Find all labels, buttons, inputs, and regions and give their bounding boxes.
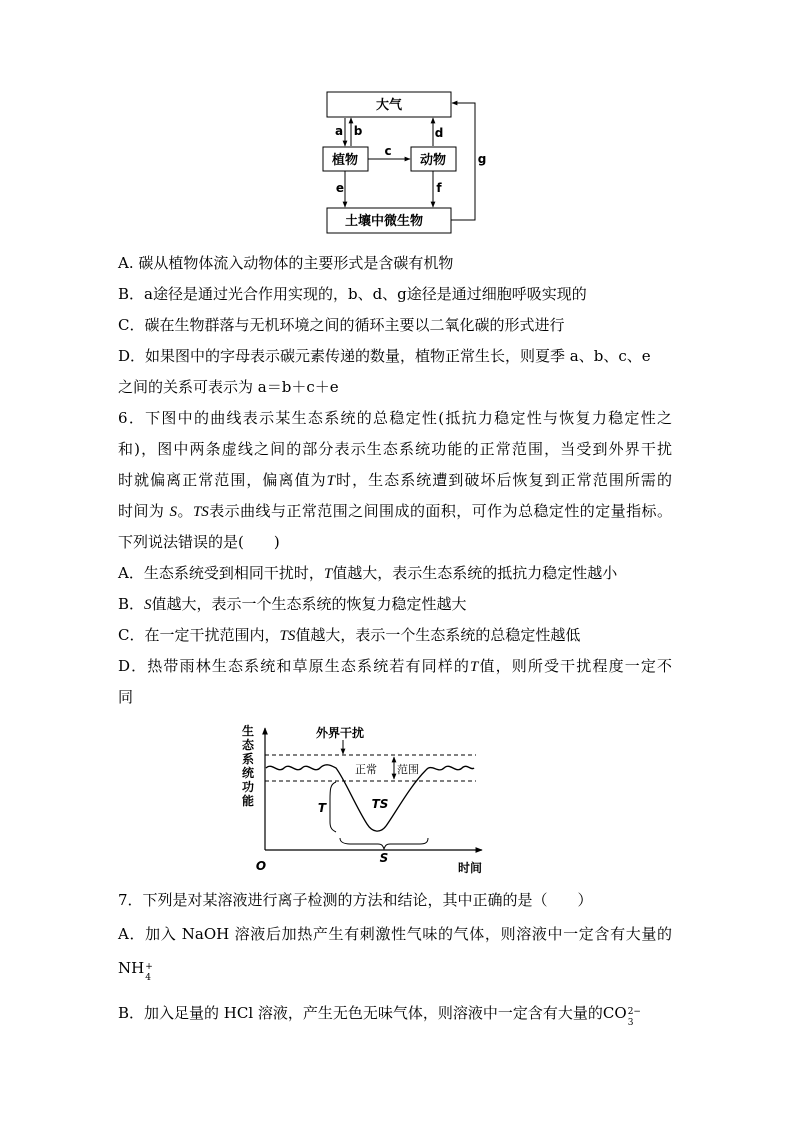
ts-label: TS <box>371 797 389 811</box>
arrow-g <box>451 103 475 220</box>
var-t: T <box>470 659 479 675</box>
soil-microbes-label: 土壤中微生物 <box>344 214 424 229</box>
q6-option-c <box>118 625 580 646</box>
q5-option-c: C．碳在生物群落与无机环境之间的循环主要以二氧化碳的形式进行 <box>118 316 565 334</box>
s-bracket <box>340 838 428 849</box>
q6-option-b-pre: B． <box>118 595 145 613</box>
plants-label: 植物 <box>331 153 359 168</box>
y-axis-label-2: 态 <box>241 738 255 752</box>
var-t: T <box>323 566 333 582</box>
range-label-left: 正常 <box>355 763 377 776</box>
origin-label: O <box>255 859 267 873</box>
ion-nh4-subscript: 4 <box>145 973 151 983</box>
q6-stem-text: 表示曲线与正常范围之间围成的面积，可作为总稳定性的定量指标。 <box>208 502 672 520</box>
q7-stem: 7．下列是对某溶液进行离子检测的方法和结论，其中正确的是（ ） <box>118 891 593 909</box>
q7-option-b-text: B．加入足量的 HCl 溶液，产生无色无味气体，则溶液中一定含有大量的 <box>118 1004 603 1022</box>
q6-stem-line-2: 和)，图中两条虚线之间的部分表示生态系统功能的正常范围，当受到外界干扰 <box>118 440 672 458</box>
q6-stem-text: 时就偏离正常范围，偏离值为 <box>118 471 327 489</box>
ion-co3-subscript: 3 <box>627 1018 634 1028</box>
arrow-label-a: a <box>334 124 344 138</box>
y-axis-label-1: 生 <box>241 724 255 738</box>
disturbance-label: 外界干扰 <box>315 726 365 740</box>
q6-option-a-post: 值越大，表示生态系统的抵抗力稳定性越小 <box>332 564 618 582</box>
arrow-label-g: g <box>477 152 487 166</box>
q6-option-b-post: 值越大，表示一个生态系统的恢复力稳定性越大 <box>151 595 467 613</box>
t-bracket <box>330 782 336 832</box>
q5-option-d: D．如果图中的字母表示碳元素传递的数量，植物正常生长，则夏季 a、b、c、e <box>118 347 651 365</box>
arrow-label-c: c <box>384 144 392 158</box>
y-axis-label-6: 能 <box>241 794 255 808</box>
var-ts: TS <box>279 628 296 644</box>
q7-option-a: A．加入 NaOH 溶液后加热产生有刺激性气味的气体，则溶液中一定含有大量的 <box>118 925 672 943</box>
t-label: T <box>317 801 327 815</box>
arrow-label-b: b <box>353 124 363 138</box>
q6-option-c-pre: C．在一定干扰范围内， <box>118 626 280 644</box>
q6-option-c-post: 值越大，表示一个生态系统的总稳定性越低 <box>295 626 581 644</box>
y-axis-label-5: 功 <box>241 780 255 794</box>
s-label: S <box>379 851 389 865</box>
var-t: T <box>326 473 335 489</box>
y-axis-label-4: 统 <box>241 766 255 780</box>
arrow-label-f: f <box>436 181 442 195</box>
y-axis-label-3: 系 <box>241 752 255 766</box>
q5-option-b: B．a途径是通过光合作用实现的，b、d、g途径是通过细胞呼吸实现的 <box>118 285 587 303</box>
range-label-right: 范围 <box>397 763 419 776</box>
q6-stem-line-4: 时间为 S。TS表示曲线与正常范围之间围成的面积，可作为总稳定性的定量指标。 <box>118 502 672 520</box>
q6-stem-line-3 <box>118 470 672 491</box>
var-s: S <box>144 597 152 613</box>
q6-stem-line-1: 6．下图中的曲线表示某生态系统的总稳定性(抵抗力稳定性与恢复力稳定性之 <box>118 409 672 427</box>
q6-option-d-post: 值，则所受干扰程度一定不 <box>478 657 672 675</box>
q5-option-d-continued: 之间的关系可表示为 a＝b＋c＋e <box>118 378 339 396</box>
var-s: S <box>169 504 178 520</box>
animals-label: 动物 <box>419 153 447 168</box>
q6-stem-line-5: 下列说法错误的是( ) <box>118 533 280 551</box>
q5-option-a: A. 碳从植物体流入动物体的主要形式是含碳有机物 <box>118 254 454 272</box>
arrow-label-e: e <box>335 181 345 195</box>
q7-option-b <box>118 1003 641 1028</box>
q6-option-a-pre: A．生态系统受到相同干扰时， <box>118 564 324 582</box>
q6-stem-text: 时间为 <box>118 502 165 520</box>
x-axis-label: 时间 <box>457 861 483 875</box>
q6-option-a <box>118 563 617 584</box>
carbon-cycle-diagram <box>0 0 794 240</box>
var-ts: TS <box>192 504 209 520</box>
q6-stem-text: 时，生态系统遭到破坏后恢复到正常范围所需的 <box>334 471 672 489</box>
q6-option-d-pre: D．热带雨林生态系统和草原生态系统若有同样的 <box>118 657 471 675</box>
ion-co3-charge: 2− <box>627 1007 641 1017</box>
q7-option-a-ion <box>118 958 153 983</box>
arrow-label-d: d <box>434 126 444 140</box>
stability-chart <box>0 720 794 880</box>
ion-nh4-charge: + <box>145 962 153 972</box>
ion-co3-base: CO <box>602 1004 627 1022</box>
q6-option-b <box>118 594 467 615</box>
q6-option-d <box>118 656 672 677</box>
ion-nh4-base: NH <box>118 959 145 977</box>
q6-option-d-continued: 同 <box>118 688 134 706</box>
atmosphere-label: 大气 <box>375 98 403 113</box>
